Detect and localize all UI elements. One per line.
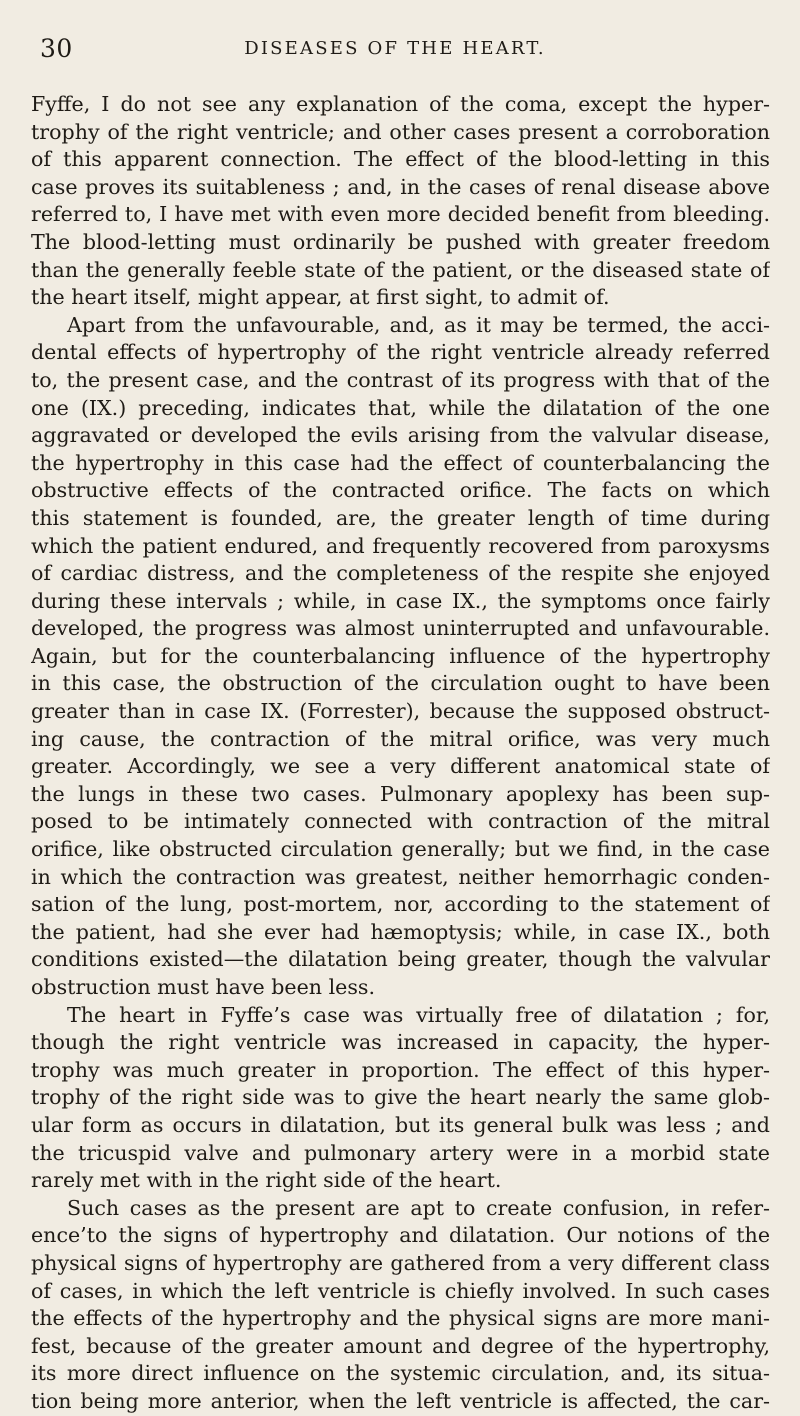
text-line: Apart from the unfavourable, and, as it may be termed, the acci-	[67, 312, 770, 337]
text-line: Fyffe, I do not see any explanation of the coma, except the hyper-	[31, 92, 770, 116]
text-line: obstruction must have been less.	[31, 975, 376, 999]
text-line: trophy of the right ventricle; and other cases present a corroboration	[31, 119, 770, 144]
text-line: The heart in Fyffe’s case was virtually free of dilatation ; for,	[67, 1002, 770, 1027]
text-line: trophy of the right side was to give the heart nearly the same glob-	[31, 1085, 770, 1110]
text-line: during these intervals ; while, in case IX., the symptoms once fairly	[31, 588, 770, 613]
text-line: Again, but for the counterbalancing influence of the hypertrophy	[31, 643, 770, 668]
text-line: conditions existed—the dilatation being greater, though the valvular	[31, 947, 770, 972]
text-line: ing cause, the contraction of the mitral orifice, was very much	[31, 726, 770, 751]
text-line: in this case, the obstruction of the circulation ought to have been	[31, 671, 770, 696]
text-line: obstructive effects of the contracted orifice. The facts on which	[31, 478, 770, 503]
text-line: tion being more anterior, when the left ventricle is affected, the car-	[31, 1388, 770, 1413]
text-line: aggravated or developed the evils arising from the valvular disease,	[31, 423, 770, 448]
text-line: to, the present case, and the contrast of its progress with that of the	[31, 367, 770, 392]
text-line: one (IX.) preceding, indicates that, while the dilatation of the one	[31, 395, 770, 420]
text-line: dental effects of hypertrophy of the right ventricle already referred	[31, 340, 770, 365]
text-line: this statement is founded, are, the greater length of time during	[31, 505, 770, 530]
text-line: Such cases as the present are apt to create confusion, in refer-	[67, 1195, 770, 1220]
text-line: trophy was much greater in proportion. The effect of this hyper-	[31, 1057, 770, 1082]
running-title: DISEASES OF THE HEART.	[244, 38, 546, 59]
text-line: of this apparent connection. The effect of the blood-letting in this	[31, 147, 770, 172]
text-line: of cardiac distress, and the completeness of the respite she enjoyed	[31, 561, 770, 586]
text-line: developed, the progress was almost uninterrupted and unfavourable.	[31, 616, 770, 641]
text-line: posed to be intimately connected with contraction of the mitral	[31, 809, 770, 834]
text-line: though the right ventricle was increased in capacity, the hyper-	[31, 1030, 770, 1055]
text-line: rarely met with in the right side of the heart.	[31, 1168, 502, 1193]
text-line: the patient, had she ever had hæmoptysis; while, in case IX., both	[31, 919, 770, 944]
text-line: the tricuspid valve and pulmonary artery were in a morbid state	[31, 1140, 770, 1165]
text-line: fest, because of the greater amount and degree of the hypertrophy,	[31, 1333, 770, 1358]
page-number: 30	[40, 34, 73, 63]
text-line: the hypertrophy in this case had the effect of counterbalancing the	[31, 450, 770, 475]
text-line: physical signs of hypertrophy are gathered from a very different class	[31, 1250, 770, 1275]
text-line: the heart itself, might appear, at first sight, to admit of.	[31, 285, 610, 310]
text-line: greater. Accordingly, we see a very different anatomical state of	[31, 754, 770, 779]
text-line: which the patient endured, and frequently recovered from paroxysms	[31, 533, 770, 558]
text-line: ence’to the signs of hypertrophy and dilatation. Our notions of the	[31, 1223, 770, 1248]
text-line: ular form as occurs in dilatation, but its general bulk was less ; and	[31, 1112, 770, 1137]
text-line: referred to, I have met with even more decided benefit from bleeding.	[31, 202, 770, 227]
text-line: in which the contraction was greatest, neither hemorrhagic conden-	[31, 864, 770, 889]
text-line: of cases, in which the left ventricle is chiefly involved. In such cases	[31, 1278, 770, 1303]
text-line: greater than in case IX. (Forrester), because the supposed obstruct-	[31, 699, 770, 724]
text-line: the lungs in these two cases. Pulmonary apoplexy has been sup-	[31, 781, 770, 806]
text-line: orifice, like obstructed circulation generally; but we find, in the case	[31, 837, 770, 862]
body-text	[31, 91, 770, 1416]
text-line: case proves its suitableness ; and, in the cases of renal disease above	[31, 174, 770, 199]
text-line: the effects of the hypertrophy and the physical signs are more mani-	[31, 1306, 770, 1331]
text-line: sation of the lung, post-mortem, nor, according to the statement of	[31, 892, 770, 917]
text-line: The blood-letting must ordinarily be pushed with greater freedom	[31, 229, 770, 254]
page-header	[40, 34, 750, 74]
text-line: than the generally feeble state of the patient, or the diseased state of	[31, 257, 770, 282]
text-line: its more direct influence on the systemic circulation, and, its situa-	[31, 1361, 770, 1386]
